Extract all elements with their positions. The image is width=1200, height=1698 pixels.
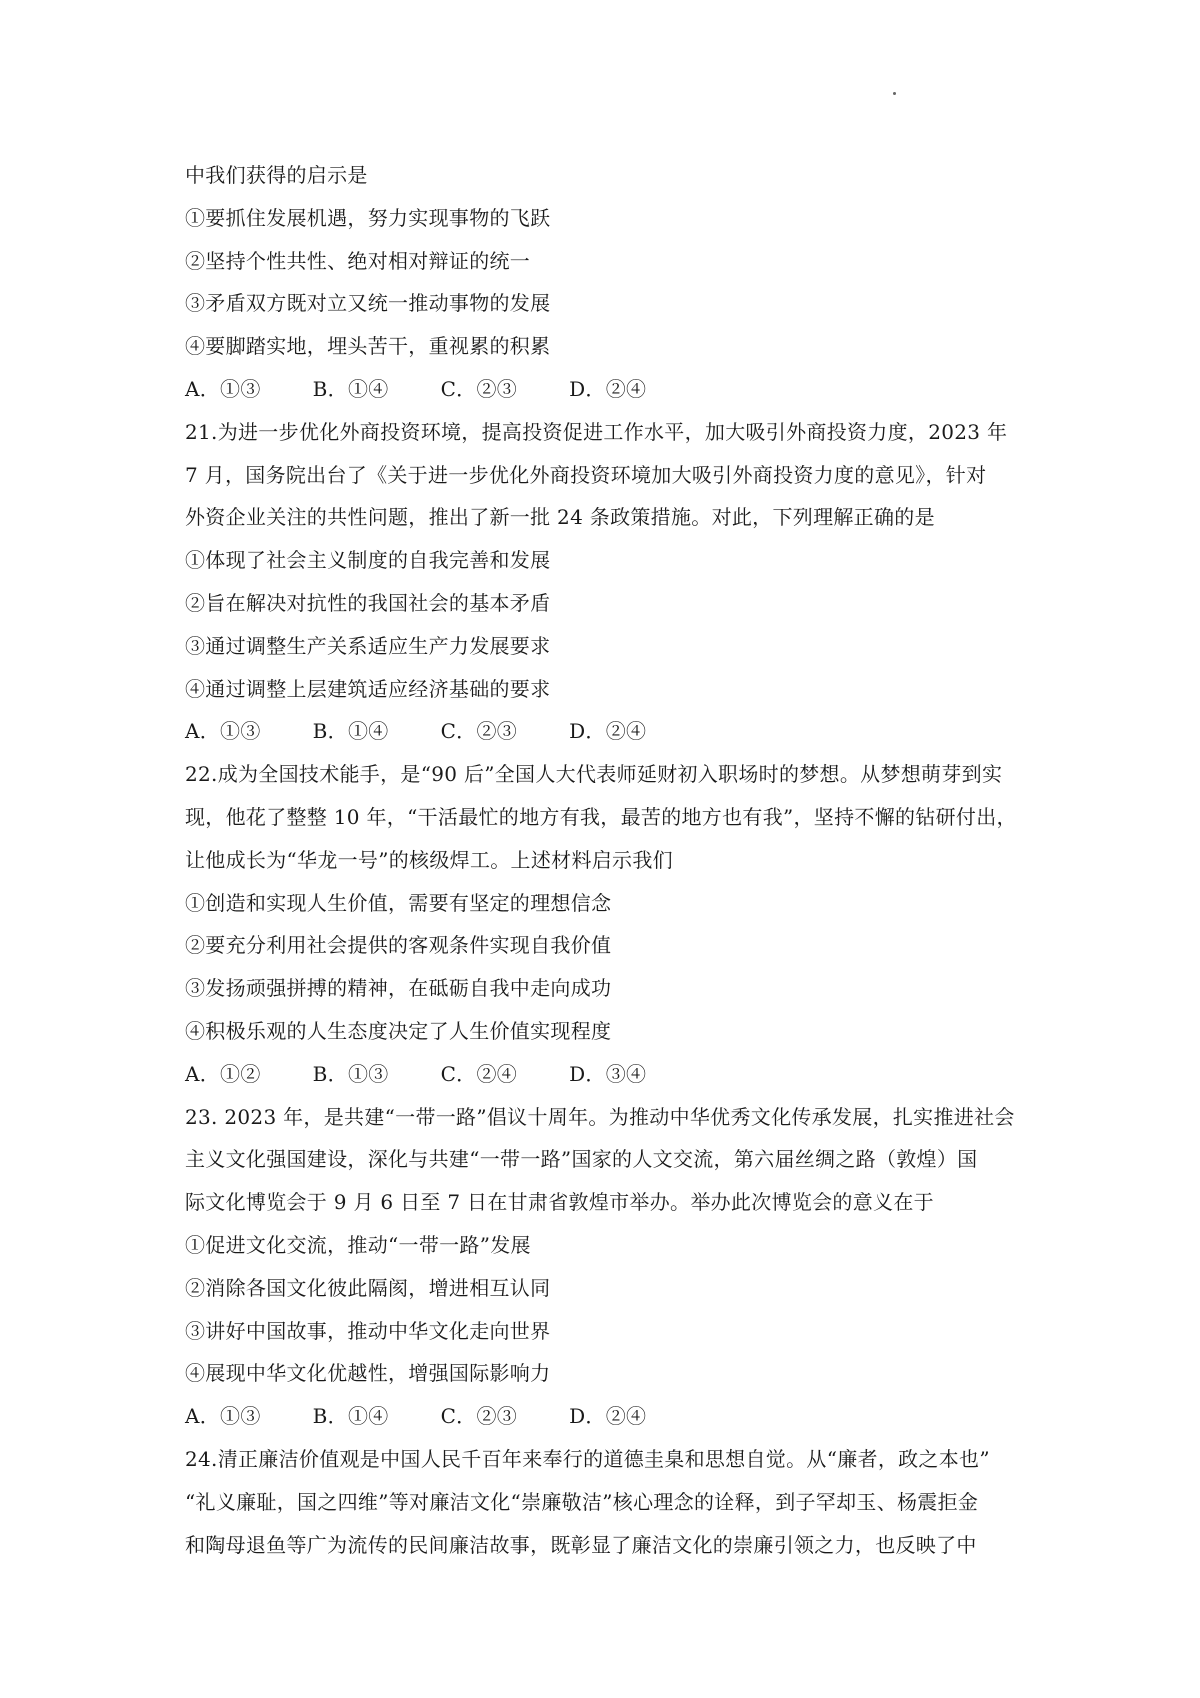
- question-stem-line: 外资企业关注的共性问题，推出了新一批 24 条政策措施。对此，下列理解正确的是: [185, 505, 935, 530]
- question-stem-line: 21.为进一步优化外商投资环境，提高投资促进工作水平，加大吸引外商投资力度，2023 年: [185, 419, 1008, 444]
- answer-options: [185, 368, 1025, 411]
- question-stem-line: 现，他花了整整 10 年，“干活最忙的地方有我，最苦的地方也有我”，坚持不懈的钻研付出，: [185, 804, 1017, 829]
- question-21: [185, 411, 1025, 753]
- statement-1: ①体现了社会主义制度的自我完善和发展: [185, 548, 551, 573]
- statement-3: ③发扬顽强拼搏的精神，在砥砺自我中走向成功: [185, 976, 612, 1001]
- option-c: C．②④: [440, 1061, 518, 1086]
- question-24: [185, 1438, 1025, 1566]
- option-a: A．①③: [185, 719, 261, 744]
- question-stem-line: “礼义廉耻，国之四维”等对廉洁文化“崇廉敬洁”核心理念的诠释，到子罕却玉、杨震拒金: [185, 1489, 979, 1514]
- question-stem-line: 24.清正廉洁价值观是中国人民千百年来奉行的道德圭臬和思想自觉。从“廉者，政之本也”: [185, 1446, 990, 1471]
- statement-4: ④积极乐观的人生态度决定了人生价值实现程度: [185, 1018, 612, 1043]
- option-c: C．②③: [440, 719, 518, 744]
- question-stem-line: 22.成为全国技术能手，是“90 后”全国人大代表师延财初入职场时的梦想。从梦想萌芽到实: [185, 762, 1003, 787]
- statement-3: ③矛盾双方既对立又统一推动事物的发展: [185, 291, 551, 316]
- statement-4: ④通过调整上层建筑适应经济基础的要求: [185, 676, 551, 701]
- option-b: B．①④: [312, 719, 389, 744]
- statement-1: ①要抓住发展机遇，努力实现事物的飞跃: [185, 205, 551, 230]
- statement-4: ④要脚踏实地，埋头苦干，重视累的积累: [185, 334, 551, 359]
- answer-options: [185, 1053, 1025, 1096]
- option-b: B．①③: [312, 1061, 389, 1086]
- option-d: D．②④: [569, 376, 647, 401]
- option-a: A．①③: [185, 376, 261, 401]
- statement-1: ①促进文化交流，推动“一带一路”发展: [185, 1232, 531, 1257]
- statement-2: ②坚持个性共性、绝对相对辩证的统一: [185, 248, 531, 273]
- statement-3: ③讲好中国故事，推动中华文化走向世界: [185, 1318, 551, 1343]
- question-stem-line: 7 月，国务院出台了《关于进一步优化外商投资环境加大吸引外商投资力度的意见》，针对: [185, 462, 987, 487]
- statement-2: ②消除各国文化彼此隔阂，增进相互认同: [185, 1275, 551, 1300]
- statement-1: ①创造和实现人生价值，需要有坚定的理想信念: [185, 890, 612, 915]
- questions-body: [185, 154, 1025, 1566]
- question-22: [185, 753, 1025, 1095]
- option-d: D．③④: [569, 1061, 647, 1086]
- option-b: B．①④: [312, 1404, 389, 1429]
- option-a: A．①③: [185, 1404, 261, 1429]
- statement-4: ④展现中华文化优越性，增强国际影响力: [185, 1361, 551, 1386]
- option-d: D．②④: [569, 719, 647, 744]
- option-d: D．②④: [569, 1404, 647, 1429]
- statement-2: ②旨在解决对抗性的我国社会的基本矛盾: [185, 590, 551, 615]
- option-a: A．①②: [185, 1061, 261, 1086]
- question-stem-line: 中我们获得的启示是: [185, 163, 368, 187]
- option-c: C．②③: [440, 376, 518, 401]
- question-stem-line: 际文化博览会于 9 月 6 日至 7 日在甘肃省敦煌市举办。举办此次博览会的意义在于: [185, 1190, 934, 1215]
- question-stem-line: 主义文化强国建设，深化与共建“一带一路”国家的人文交流，第六届丝绸之路（敦煌）国: [185, 1147, 978, 1172]
- answer-options: [185, 1395, 1025, 1438]
- answer-options: [185, 710, 1025, 753]
- page-mark: [893, 92, 896, 95]
- statement-2: ②要充分利用社会提供的客观条件实现自我价值: [185, 933, 612, 958]
- question-20-continuation: [185, 154, 1025, 411]
- question-stem-line: 让他成长为“华龙一号”的核级焊工。上述材料启示我们: [185, 847, 673, 872]
- question-stem-line: 和陶母退鱼等广为流传的民间廉洁故事，既彰显了廉洁文化的崇廉引领之力，也反映了中: [185, 1532, 977, 1557]
- question-23: [185, 1096, 1025, 1438]
- statement-3: ③通过调整生产关系适应生产力发展要求: [185, 633, 551, 658]
- question-stem-line: 23. 2023 年，是共建“一带一路”倡议十周年。为推动中华优秀文化传承发展，扎实推进社会: [185, 1104, 1015, 1129]
- option-c: C．②③: [440, 1404, 518, 1429]
- option-b: B．①④: [312, 376, 389, 401]
